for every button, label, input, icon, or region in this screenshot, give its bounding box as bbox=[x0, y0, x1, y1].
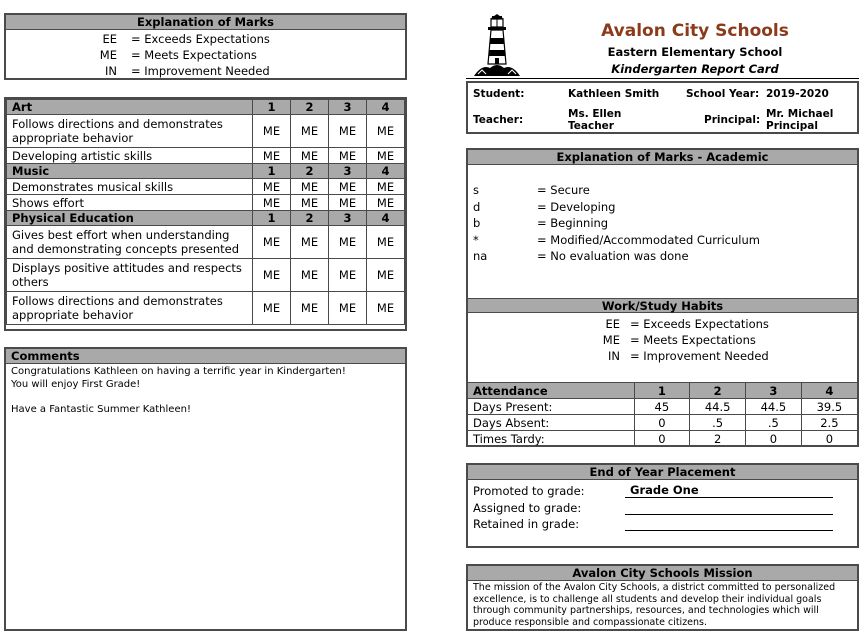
promoted-value: Grade One bbox=[630, 483, 699, 497]
mark-cell: ME bbox=[367, 195, 405, 211]
mark-cell: ME bbox=[329, 148, 367, 164]
quarter-header: 3 bbox=[746, 383, 802, 399]
skill-label: Shows effort bbox=[7, 195, 253, 211]
mark-meaning: = Meets Expectations bbox=[131, 48, 257, 62]
mark-cell: ME bbox=[367, 148, 405, 164]
mark-meaning: = Improvement Needed bbox=[131, 64, 270, 78]
attendance-cell: .5 bbox=[690, 415, 746, 431]
mark-meaning: = Exceeds Expectations bbox=[131, 32, 270, 46]
quarter-header: 2 bbox=[291, 211, 329, 226]
habits-title: Work/Study Habits bbox=[468, 298, 857, 313]
attendance-cell: 45 bbox=[634, 399, 690, 415]
comments-title: Comments bbox=[6, 349, 405, 364]
quarter-header: 4 bbox=[367, 164, 405, 179]
student-name: Kathleen Smith bbox=[568, 88, 660, 100]
skill-label: Gives best effort when understanding and demonstrating concepts presented bbox=[7, 226, 253, 259]
retained-line bbox=[625, 530, 833, 531]
quarter-header: 3 bbox=[329, 100, 367, 115]
mark-cell: ME bbox=[367, 226, 405, 259]
quarter-header: 4 bbox=[801, 383, 857, 399]
quarter-header: 1 bbox=[253, 164, 291, 179]
attendance-cell: 44.5 bbox=[690, 399, 746, 415]
attendance-cell: 2 bbox=[690, 431, 746, 447]
school-year: 2019-2020 bbox=[766, 88, 829, 100]
school-name: Eastern Elementary School bbox=[607, 45, 783, 59]
promoted-line bbox=[625, 497, 833, 498]
attendance-cell: 0 bbox=[801, 431, 857, 447]
habit-meaning: = Meets Expectations bbox=[630, 333, 756, 347]
mark-cell: ME bbox=[367, 259, 405, 292]
assigned-label: Assigned to grade: bbox=[473, 501, 582, 515]
mark-cell: ME bbox=[253, 226, 291, 259]
habit-meaning: = Exceeds Expectations bbox=[630, 317, 769, 331]
comment-line: You will enjoy First Grade! bbox=[11, 379, 141, 390]
skill-label: Demonstrates musical skills bbox=[7, 179, 253, 195]
academic-code: * bbox=[473, 232, 479, 247]
academic-key-row bbox=[468, 182, 857, 199]
habit-code: ME bbox=[602, 333, 620, 347]
assigned-line bbox=[625, 514, 833, 515]
skill-label: Displays positive attitudes and respects others bbox=[7, 259, 253, 292]
attendance-cell: 0 bbox=[634, 415, 690, 431]
retained-label: Retained in grade: bbox=[473, 517, 580, 531]
placement-title: End of Year Placement bbox=[468, 465, 857, 480]
specials-grades-table bbox=[6, 99, 405, 325]
habits-row bbox=[468, 332, 857, 348]
table-row bbox=[468, 415, 857, 431]
academic-meaning: = Modified/Accommodated Curriculum bbox=[537, 232, 760, 247]
mission-line: through community partnerships, resources, and technologies which will bbox=[473, 605, 819, 616]
academic-code: b bbox=[473, 216, 481, 230]
mission-line: produce responsible and compassionate citizens. bbox=[473, 616, 708, 628]
academic-key-title: Explanation of Marks - Academic bbox=[468, 150, 857, 165]
school-year-label: School Year: bbox=[686, 88, 760, 100]
skill-label: Follows directions and demonstrates appropriate behavior bbox=[7, 292, 253, 325]
marks-key-row bbox=[6, 63, 405, 79]
habits-list bbox=[468, 316, 857, 364]
mark-cell: ME bbox=[253, 259, 291, 292]
section-header-pe bbox=[7, 211, 405, 226]
mark-cell: ME bbox=[291, 115, 329, 148]
quarter-header: 4 bbox=[367, 100, 405, 115]
table-row bbox=[7, 259, 405, 292]
academic-meaning: = Beginning bbox=[537, 216, 609, 230]
habit-code: EE bbox=[605, 317, 620, 331]
student-info-box bbox=[466, 81, 859, 134]
mark-cell: ME bbox=[367, 292, 405, 325]
table-row bbox=[7, 195, 405, 211]
habits-row bbox=[468, 348, 857, 364]
mission-box bbox=[466, 564, 859, 631]
table-row bbox=[7, 179, 405, 195]
marks-key-row bbox=[6, 47, 405, 63]
teacher-label: Teacher: bbox=[473, 114, 524, 126]
academic-meaning: = Secure bbox=[537, 183, 590, 197]
marks-key-row bbox=[6, 31, 405, 47]
quarter-header: 2 bbox=[291, 100, 329, 115]
attendance-label: Days Present: bbox=[468, 399, 634, 415]
principal-name bbox=[766, 108, 833, 132]
mark-cell: ME bbox=[329, 179, 367, 195]
quarter-header: 3 bbox=[329, 211, 367, 226]
lighthouse-icon bbox=[472, 14, 522, 78]
school-header bbox=[530, 20, 860, 77]
principal-label: Principal: bbox=[704, 114, 761, 126]
quarter-header: 1 bbox=[253, 100, 291, 115]
academic-code: na bbox=[473, 249, 488, 263]
section-title: Physical Education bbox=[7, 211, 253, 226]
table-row bbox=[7, 226, 405, 259]
placement-box bbox=[466, 463, 859, 548]
mark-code: IN bbox=[105, 64, 117, 78]
mark-cell: ME bbox=[291, 292, 329, 325]
mark-cell: ME bbox=[329, 259, 367, 292]
marks-key-title: Explanation of Marks bbox=[6, 15, 405, 30]
table-row bbox=[7, 115, 405, 148]
section-header-music bbox=[7, 164, 405, 179]
academic-key-row bbox=[468, 199, 857, 216]
mark-cell: ME bbox=[291, 148, 329, 164]
mark-cell: ME bbox=[291, 195, 329, 211]
attendance-title: Attendance bbox=[468, 383, 634, 399]
header-rule bbox=[466, 78, 859, 79]
mark-cell: ME bbox=[329, 195, 367, 211]
student-label: Student: bbox=[473, 88, 525, 100]
academic-key-box bbox=[466, 148, 859, 447]
attendance-cell: 0 bbox=[634, 431, 690, 447]
mark-cell: ME bbox=[253, 292, 291, 325]
table-row bbox=[7, 292, 405, 325]
attendance-table bbox=[468, 382, 857, 447]
skill-label: Developing artistic skills bbox=[7, 148, 253, 164]
section-title: Art bbox=[7, 100, 253, 115]
mark-cell: ME bbox=[329, 292, 367, 325]
attendance-label: Days Absent: bbox=[468, 415, 634, 431]
attendance-cell: .5 bbox=[746, 415, 802, 431]
academic-meaning: = Developing bbox=[537, 199, 616, 214]
mark-cell: ME bbox=[367, 179, 405, 195]
mark-cell: ME bbox=[253, 148, 291, 164]
mission-line: excellence, is to challenge all students and develop their individual goals bbox=[473, 593, 822, 605]
academic-key-row bbox=[468, 232, 857, 249]
mission-text bbox=[468, 581, 857, 629]
attendance-cell: 44.5 bbox=[746, 399, 802, 415]
skill-label: Follows directions and demonstrates appropriate behavior bbox=[7, 115, 253, 148]
quarter-header: 3 bbox=[329, 164, 367, 179]
mark-cell: ME bbox=[253, 179, 291, 195]
mark-cell: ME bbox=[291, 179, 329, 195]
mark-code: EE bbox=[102, 32, 117, 46]
mark-cell: ME bbox=[253, 195, 291, 211]
comments-box bbox=[4, 347, 407, 631]
habit-code: IN bbox=[608, 349, 620, 363]
mark-cell: ME bbox=[367, 115, 405, 148]
mission-line: The mission of the Avalon City Schools, a district committed to personalized bbox=[473, 582, 836, 593]
comments-text bbox=[6, 364, 405, 417]
teacher-name-line: Teacher bbox=[568, 120, 614, 132]
quarter-header: 2 bbox=[291, 164, 329, 179]
mark-cell: ME bbox=[291, 226, 329, 259]
comment-line: Have a Fantastic Summer Kathleen! bbox=[11, 404, 191, 415]
principal-name-line: Principal bbox=[766, 120, 818, 132]
report-title: Kindergarten Report Card bbox=[611, 62, 779, 76]
attendance-header-row bbox=[468, 383, 857, 399]
mission-title: Avalon City Schools Mission bbox=[468, 566, 857, 581]
quarter-header: 1 bbox=[253, 211, 291, 226]
attendance-cell: 0 bbox=[746, 431, 802, 447]
quarter-header: 2 bbox=[690, 383, 746, 399]
academic-code: s bbox=[473, 183, 479, 197]
attendance-cell: 2.5 bbox=[801, 415, 857, 431]
section-header-art bbox=[7, 100, 405, 115]
mark-cell: ME bbox=[253, 115, 291, 148]
table-row bbox=[468, 431, 857, 447]
mark-cell: ME bbox=[329, 115, 367, 148]
quarter-header: 4 bbox=[367, 211, 405, 226]
academic-key-row bbox=[468, 248, 857, 265]
table-row bbox=[468, 399, 857, 415]
comment-line: Congratulations Kathleen on having a terrific year in Kindergarten! bbox=[11, 366, 346, 377]
table-row bbox=[7, 148, 405, 164]
principal-name-line: Mr. Michael bbox=[766, 108, 834, 120]
specials-grades-box bbox=[4, 97, 407, 331]
mark-code: ME bbox=[99, 48, 117, 62]
academic-key-row bbox=[468, 215, 857, 232]
mark-cell: ME bbox=[291, 259, 329, 292]
mark-cell: ME bbox=[329, 226, 367, 259]
teacher-name-line: Ms. Ellen bbox=[568, 108, 622, 120]
teacher-name bbox=[568, 108, 621, 132]
district-name: Avalon City Schools bbox=[601, 21, 789, 41]
habits-row bbox=[468, 316, 857, 332]
attendance-cell: 39.5 bbox=[801, 399, 857, 415]
habit-meaning: = Improvement Needed bbox=[630, 349, 769, 363]
promoted-label: Promoted to grade: bbox=[473, 484, 585, 498]
section-title: Music bbox=[7, 164, 253, 179]
academic-code: d bbox=[473, 199, 481, 214]
attendance-label: Times Tardy: bbox=[468, 431, 634, 447]
quarter-header: 1 bbox=[634, 383, 690, 399]
academic-meaning: = No evaluation was done bbox=[537, 249, 689, 263]
marks-key-box bbox=[4, 13, 407, 80]
